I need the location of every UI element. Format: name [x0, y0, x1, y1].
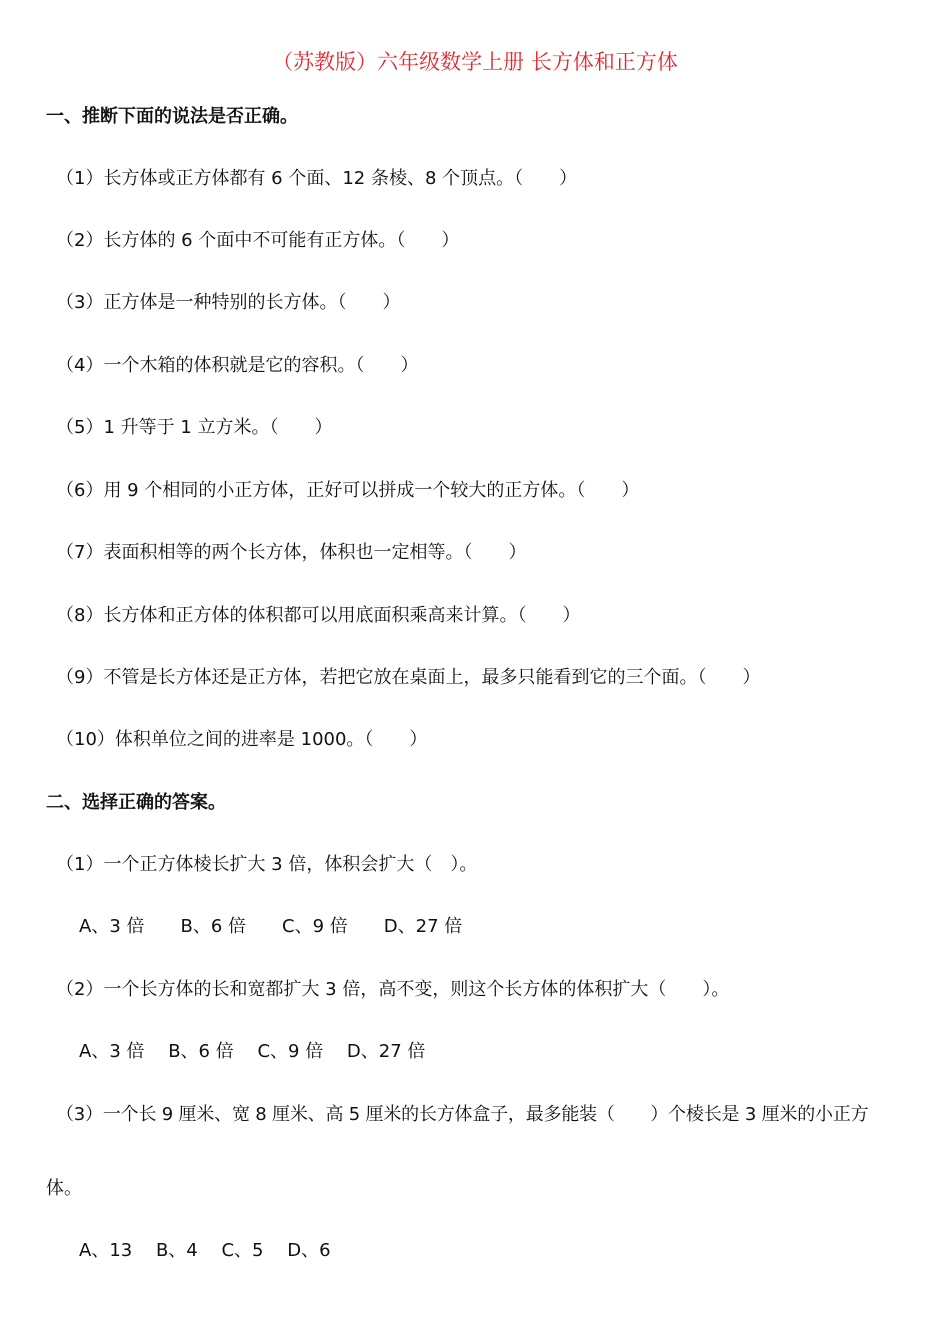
true-false-item-6: （6）用 9 个相同的小正方体，正好可以拼成一个较大的正方体。（ ） [56, 480, 640, 501]
true-false-item-10: （10）体积单位之间的进率是 1000。（ ） [56, 729, 428, 750]
true-false-item-2: （2）长方体的 6 个面中不可能有正方体。（ ） [56, 230, 460, 251]
choice-question-1: （1）一个正方体棱长扩大 3 倍，体积会扩大（ ）。 [56, 854, 478, 875]
choice-question-3-options: A、13 B、4 C、5 D、6 [79, 1240, 331, 1261]
true-false-item-9: （9）不管是长方体还是正方体，若把它放在桌面上，最多只能看到它的三个面。（ ） [56, 667, 761, 688]
true-false-item-4: （4）一个木箱的体积就是它的容积。（ ） [56, 355, 419, 376]
section-1-heading: 一、推断下面的说法是否正确。 [46, 106, 298, 127]
choice-question-1-options: A、3 倍 B、6 倍 C、9 倍 D、27 倍 [79, 916, 463, 937]
true-false-item-1: （1）长方体或正方体都有 6 个面、12 条棱、8 个顶点。（ ） [56, 168, 578, 189]
choice-question-3: （3）一个长 9 厘米、宽 8 厘米、高 5 厘米的长方体盒子，最多能装（ ）个棱长是 3 厘米的小正方 [56, 1104, 869, 1125]
true-false-item-7: （7）表面积相等的两个长方体，体积也一定相等。（ ） [56, 542, 527, 563]
choice-question-2-options: A、3 倍 B、6 倍 C、9 倍 D、27 倍 [79, 1041, 426, 1062]
true-false-item-3: （3）正方体是一种特别的长方体。（ ） [56, 292, 401, 313]
choice-question-3-continuation: 体。 [46, 1178, 82, 1199]
page-title: （苏教版）六年级数学上册 长方体和正方体 [272, 50, 678, 74]
true-false-item-8: （8）长方体和正方体的体积都可以用底面积乘高来计算。（ ） [56, 605, 581, 626]
true-false-item-5: （5）1 升等于 1 立方米。（ ） [56, 417, 333, 438]
choice-question-2: （2）一个长方体的长和宽都扩大 3 倍，高不变，则这个长方体的体积扩大（ ）。 [56, 979, 730, 1000]
section-2-heading: 二、选择正确的答案。 [46, 792, 226, 813]
